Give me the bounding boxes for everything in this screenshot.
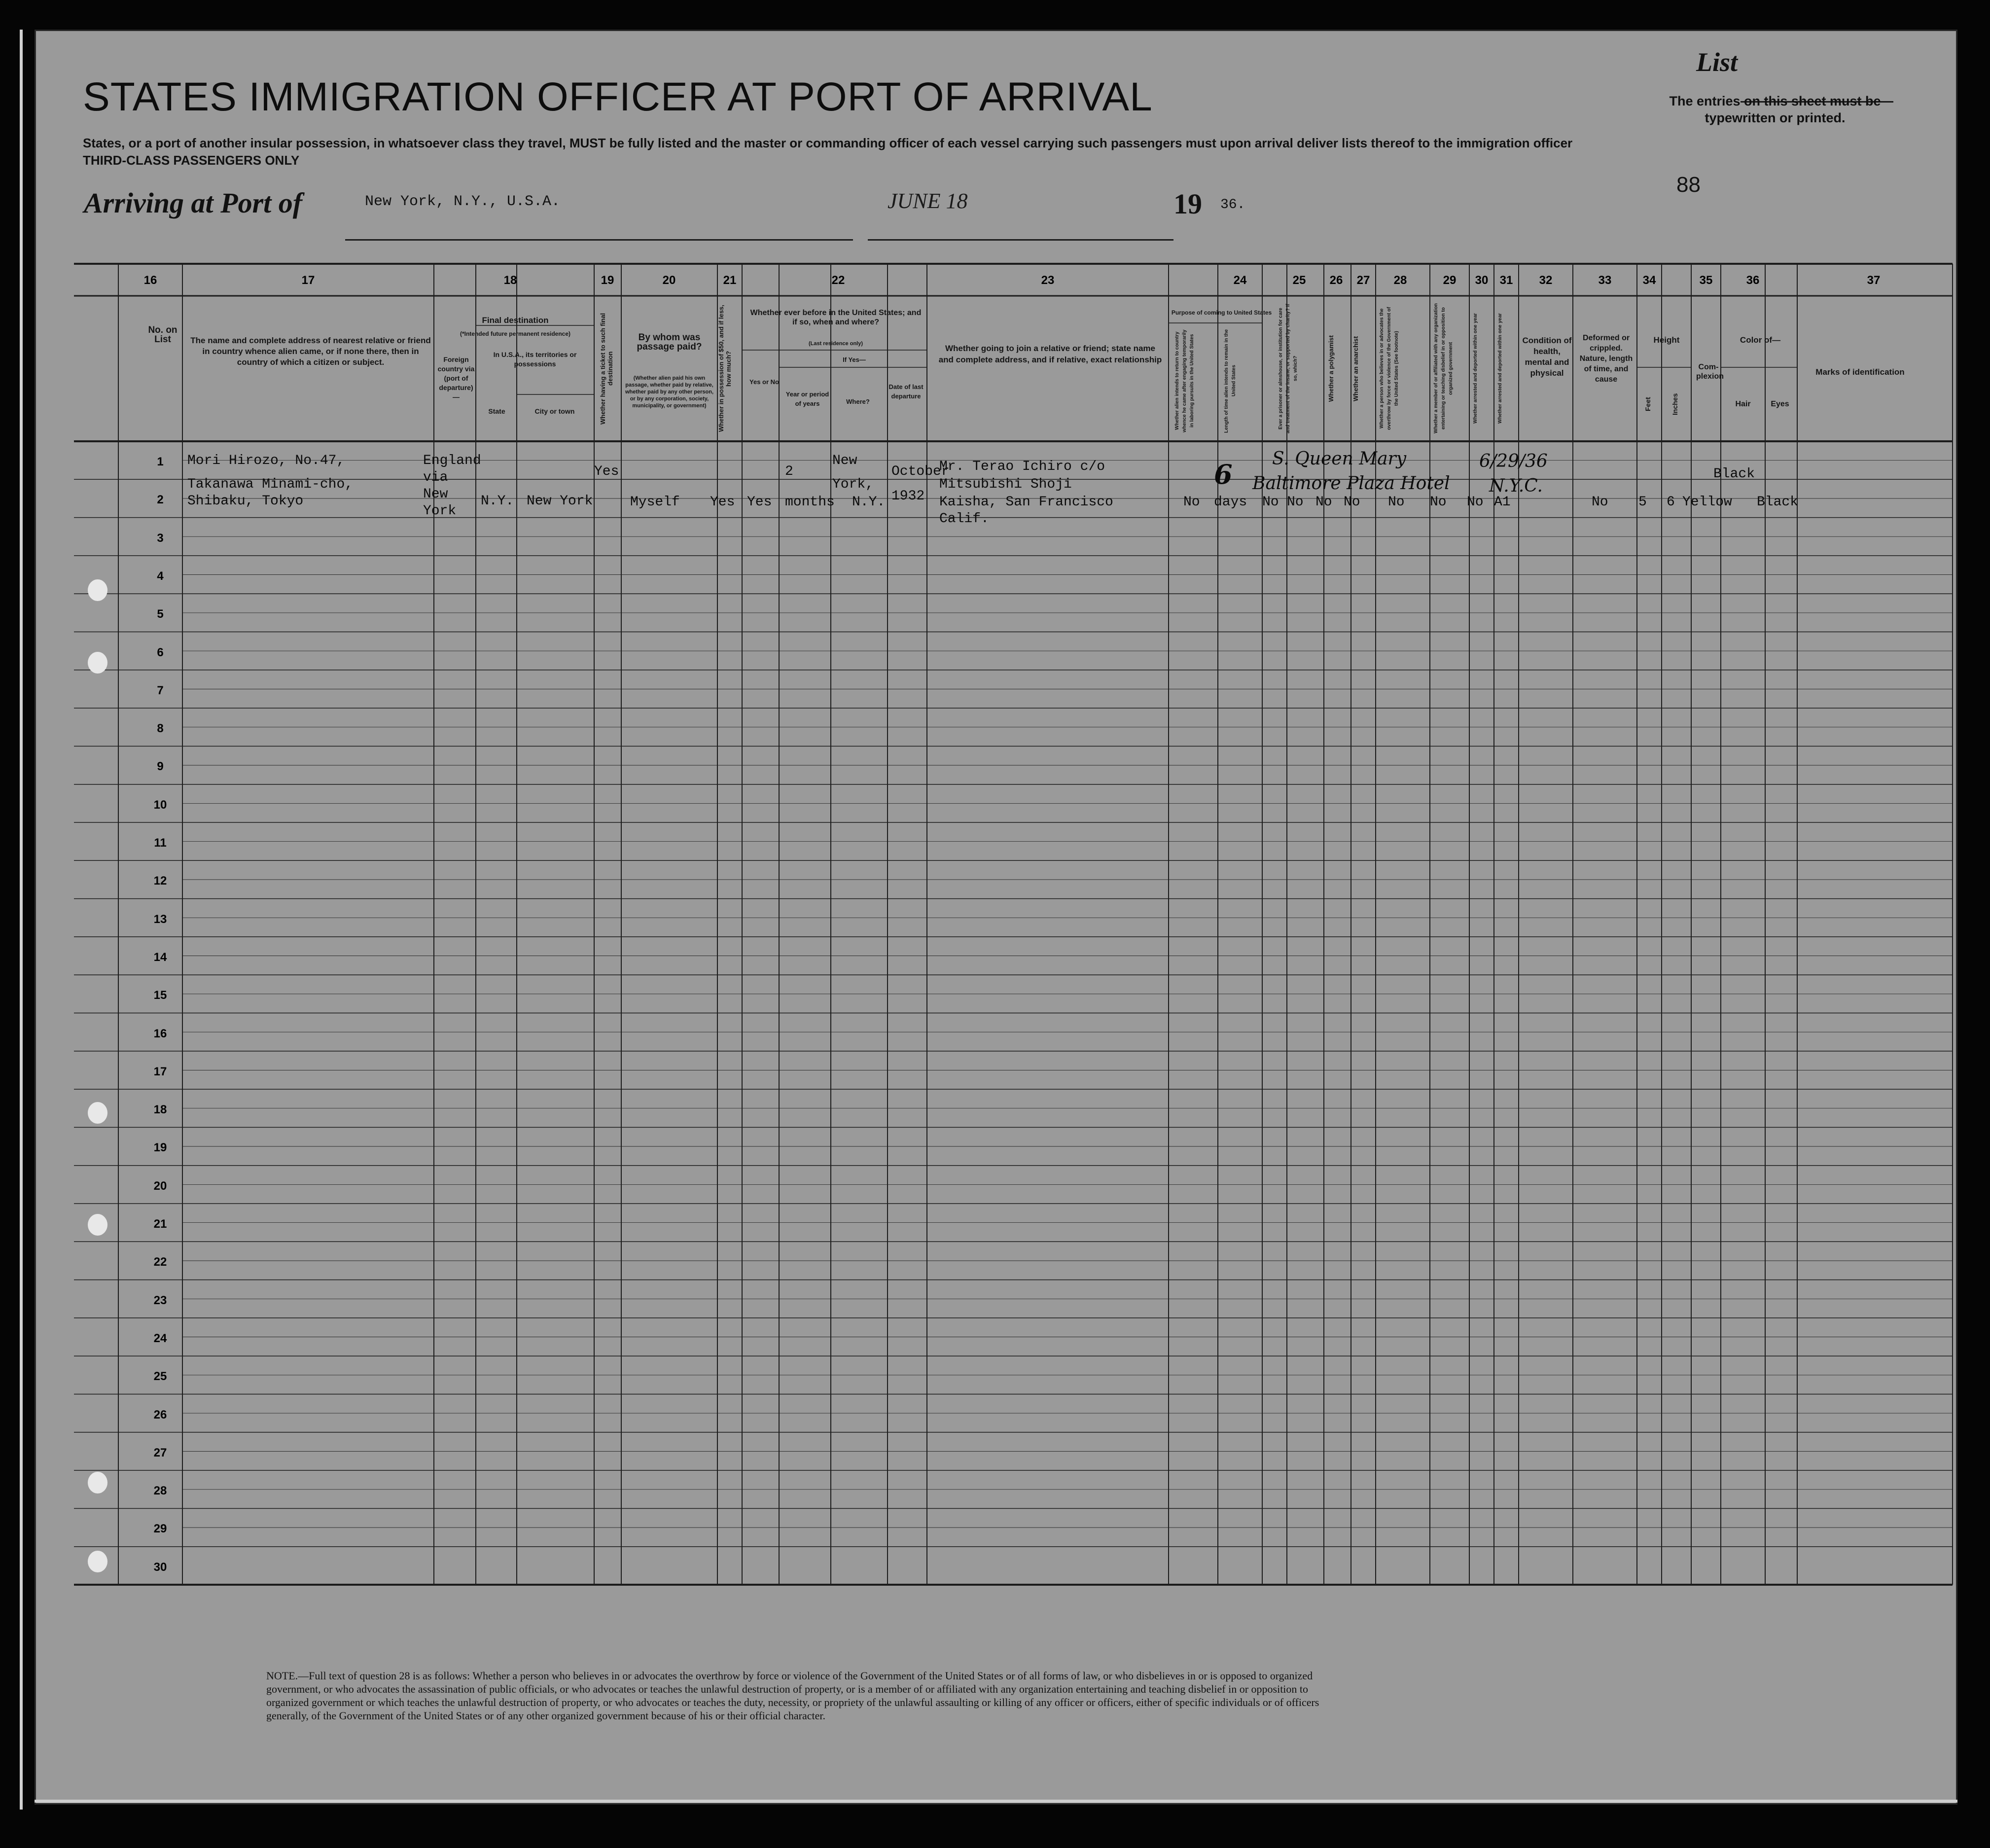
entry-ticket: Yes	[594, 464, 619, 479]
header-where: Where?	[846, 398, 870, 405]
entry-inches: 6	[1667, 495, 1675, 510]
entry-q28: No	[1344, 495, 1360, 510]
entry-state: N.Y.	[481, 494, 514, 509]
row-number: 29	[153, 1522, 167, 1536]
row-number: 18	[153, 1103, 167, 1117]
header-q28: Whether a person who believes in or advocates the overthrow by force or violence of the Government of the United States (See footnote)	[1379, 307, 1399, 430]
header-fifty-dollars: Whether in possession of $50, and if less, how much?	[717, 305, 732, 432]
entry-q30: No	[1430, 495, 1447, 510]
list-label: List	[1696, 47, 1738, 77]
header-no-on-list: No. on List	[148, 325, 178, 345]
row-number: 8	[157, 722, 164, 736]
column-number: 26	[1329, 274, 1343, 287]
column-number: 18	[503, 274, 517, 287]
row-number: 27	[153, 1446, 167, 1459]
arriving-port: New York, N.Y., U.S.A.	[365, 193, 561, 210]
header-feet: Feet	[1644, 397, 1652, 412]
footnote-question-28: NOTE.—Full text of question 28 is as follows: Whether a person who believes in or advocates the overthrow by force or violence of the Government of the United States or of all forms of law, or who disbelieves in or is opposed to organized government, or who advocates the assassination of public officials, or who advocates or teaches the unlawful destruction of property, or is a member of or affiliated with any organization entertaining and teaching disbelief in or opposition to organized government or which teaches the unlawful destruction of property, or who advocates or teaches the duty, necessity, or propriety of the unlawful assaulting or killing of any officer or officers, either of specific individuals or of officers generally, of the Government of the United States or of any other organized government because of his or their official character.	[266, 1670, 1319, 1722]
entry-fifty: Yes	[710, 495, 735, 510]
row-number: 23	[153, 1293, 167, 1307]
page-number: 88	[1676, 173, 1701, 197]
row-number: 17	[153, 1065, 167, 1078]
row-number: 19	[153, 1141, 167, 1155]
table-grid-lines	[35, 232, 1957, 1662]
column-number: 32	[1539, 274, 1553, 287]
entry-departure-line1: October	[891, 464, 950, 479]
header-health: Condition of health, mental and physical	[1522, 336, 1572, 378]
binder-hole	[88, 1214, 107, 1236]
column-number: 25	[1292, 274, 1306, 287]
entry-paid-by: Myself	[630, 495, 680, 510]
entry-departure-line2: 1932	[891, 489, 925, 504]
header-ticket: Whether having a ticket to such final destination	[599, 313, 614, 425]
column-number: 29	[1443, 274, 1457, 287]
column-number: 22	[831, 274, 845, 287]
manifest-table	[35, 232, 1957, 1662]
header-marks: Marks of identification	[1815, 367, 1905, 377]
row-number: 15	[153, 989, 167, 1002]
entry-country-line3: New	[423, 487, 448, 502]
header-hair: Hair	[1735, 400, 1751, 408]
row-number: 5	[157, 607, 164, 621]
row-number: 22	[153, 1255, 167, 1269]
binder-hole	[88, 1472, 107, 1493]
entry-deformed: No	[1592, 495, 1608, 510]
entry-q26: No	[1287, 495, 1304, 510]
header-by-whom: By whom was passage paid?	[637, 332, 702, 352]
header-inches: Inches	[1671, 393, 1679, 416]
row-number: 10	[153, 798, 167, 812]
header-if-yes: If Yes—	[843, 356, 866, 363]
header-final-destination: Final destination	[482, 316, 549, 325]
entry-q31: No	[1467, 495, 1484, 510]
header-q31: Whether arrested and deported within one year	[1497, 313, 1503, 424]
binder-hole	[88, 1551, 107, 1572]
entry-city: New York	[527, 494, 593, 509]
row-number: 16	[153, 1027, 167, 1040]
header-ever-before: Whether ever before in the United States; and if so, when and where?	[750, 309, 922, 326]
entry-country-line1: England	[423, 453, 481, 468]
column-number: 17	[301, 274, 315, 287]
binder-hole	[88, 652, 107, 674]
arriving-year-prefix: 19	[1173, 188, 1202, 220]
entry-purpose-return: No	[1183, 495, 1200, 510]
binder-hole	[88, 579, 107, 601]
bottom-page-edge	[35, 1800, 1957, 1803]
left-page-edge	[20, 30, 23, 1810]
entry-q29: No	[1388, 495, 1405, 510]
header-eyes: Eyes	[1771, 400, 1789, 408]
row-number: 3	[157, 531, 164, 545]
header-purpose-return: Whether alien intends to return to country whence he came after engaging temporarily in laboring pursuits in the United States	[1174, 329, 1195, 432]
row-number: 21	[153, 1217, 167, 1231]
entry-joining-line4: Calif.	[939, 511, 989, 527]
entry-health: A1	[1494, 495, 1511, 510]
entry-purpose-time: days	[1214, 495, 1247, 510]
header-q29: Whether a member of or affiliated with any organization entertaining or teaching disbelief in or opposition to organized government	[1433, 303, 1454, 434]
entry-relative-line3: Shibaku, Tokyo	[187, 494, 304, 509]
entry-q27: No	[1315, 495, 1332, 510]
column-number: 36	[1746, 274, 1760, 287]
arriving-label: Arriving at Port of	[84, 187, 303, 219]
entry-country-line4: York	[423, 503, 457, 519]
header-in-usa: In U.S.A., its territories or possessions	[493, 351, 577, 368]
header-ever-before-note: (Last residence only)	[808, 341, 863, 347]
header-yes-no: Yes or No	[749, 378, 779, 386]
column-number: 20	[662, 274, 676, 287]
row-number: 20	[153, 1179, 167, 1193]
entry-where-line3: N.Y.	[852, 495, 886, 510]
header-q25: Ever a prisoner or almshouse, or institution for care and treatment of the insane, or supported by charity? If so, which?	[1278, 304, 1298, 433]
entry-q25: No	[1262, 495, 1279, 510]
header-anarchist: Whether an anarchist	[1352, 336, 1359, 401]
row-number: 13	[153, 912, 167, 926]
column-number: 28	[1393, 274, 1407, 287]
header-state: State	[488, 407, 505, 415]
entry-period-line1: 2	[785, 464, 793, 479]
entry-joining-line3: Kaisha, San Francisco	[939, 495, 1113, 510]
entry-where-line2: York,	[832, 477, 874, 492]
row-number: 14	[153, 950, 167, 964]
handwritten-hotel-note: Baltimore Plaza Hotel	[1252, 473, 1450, 494]
column-number: 21	[723, 274, 737, 287]
header-q30: Whether arrested and deported within one year	[1473, 313, 1478, 424]
handwritten-city-note: N.Y.C.	[1489, 476, 1543, 496]
header-complexion: Com-plexion	[1696, 363, 1724, 381]
header-joining: Whether going to join a relative or friend; state name and complete address, and if relative, exact relationship	[938, 344, 1162, 364]
row-number: 6	[157, 645, 164, 659]
header-by-whom-note: (Whether alien paid his own passage, whether paid by relative, whether paid by any other person, or by any corporation, society, municipality, or government)	[625, 375, 714, 409]
entry-relative-line2: Takanawa Minami-cho,	[187, 477, 354, 492]
page-title: STATES IMMIGRATION OFFICER AT PORT OF ARRIVAL	[83, 74, 1153, 119]
entry-joining-line2: Mitsubishi Shoji	[939, 477, 1072, 492]
entry-relative-line1: Mori Hirozo, No.47,	[187, 453, 345, 468]
subtitle-text: States, or a port of another insular possession, in whatsoever class they travel, MUST be fully listed and the master or commanding officer of each vessel carrying such passengers must upon arrival deliver lists thereof to the immigration officer	[83, 136, 1573, 150]
header-year-period: Year or period of years	[785, 391, 829, 407]
arriving-date: JUNE 18	[888, 189, 968, 213]
entry-feet: 5	[1638, 495, 1647, 510]
entry-country-line2: via	[423, 470, 448, 485]
column-number: 23	[1041, 274, 1055, 287]
row-number: 26	[153, 1408, 167, 1422]
row-number: 12	[153, 874, 167, 888]
entry-ever-before: Yes	[747, 495, 772, 510]
entry-hair: Black	[1713, 466, 1755, 482]
row-number: 25	[153, 1370, 167, 1384]
entry-purpose-handwritten: 6	[1214, 459, 1233, 490]
column-number: 34	[1642, 274, 1656, 287]
column-number: 35	[1699, 274, 1713, 287]
binder-hole	[88, 1102, 107, 1124]
header-polygamist: Whether a polygamist	[1327, 335, 1335, 402]
handwritten-ship-note: S. Queen Mary	[1272, 449, 1407, 469]
entry-where-line1: New	[832, 453, 857, 468]
row-number: 24	[153, 1331, 167, 1345]
header-color-of: Color of—	[1740, 335, 1781, 345]
header-deformed: Deformed or crippled. Nature, length of time, and cause	[1579, 334, 1633, 384]
row-number: 11	[154, 836, 167, 850]
entry-joining-line1: Mr. Terao Ichiro c/o	[939, 459, 1105, 474]
row-number: 9	[157, 760, 164, 774]
header-relative-address: The name and complete address of nearest relative or friend in country whence alien came, or if none there, then in country of which a citizen or subject.	[190, 336, 431, 367]
entry-complexion: Yellow	[1682, 495, 1732, 510]
header-height: Height	[1653, 335, 1680, 345]
column-number: 27	[1356, 274, 1370, 287]
header-foreign-country: Foreign country via (port of departure)—	[437, 355, 475, 401]
column-number: 33	[1598, 274, 1612, 287]
class-line: THIRD-CLASS PASSENGERS ONLY	[83, 153, 300, 168]
row-number: 28	[153, 1484, 167, 1498]
column-number: 31	[1499, 274, 1513, 287]
entry-eyes: Black	[1757, 495, 1799, 510]
column-number: 19	[601, 274, 614, 287]
row-number: 2	[157, 493, 164, 507]
entry-period-line2: months	[785, 495, 835, 510]
column-number: 16	[143, 274, 157, 287]
row-number: 7	[157, 683, 164, 697]
header-date-departure: Date of last departure	[888, 383, 924, 400]
arriving-year-suffix: 36.	[1220, 197, 1245, 213]
column-number: 37	[1867, 274, 1881, 287]
row-number: 4	[157, 569, 164, 583]
column-number: 24	[1233, 274, 1247, 287]
header-city: City or town	[534, 407, 575, 415]
column-number: 30	[1475, 274, 1489, 287]
row-number: 30	[153, 1560, 167, 1574]
row-number: 1	[157, 455, 164, 468]
header-purpose-time: Length of time alien intends to remain in the United States	[1224, 329, 1237, 433]
handwritten-date-note: 6/29/36	[1479, 451, 1548, 471]
header-final-destination-note: (*Intended future permanent residence)	[460, 330, 571, 337]
entries-note: The entries on this sheet must be typewritten or printed.	[1669, 94, 1881, 125]
header-purpose: Purpose of coming to United States	[1171, 309, 1272, 316]
